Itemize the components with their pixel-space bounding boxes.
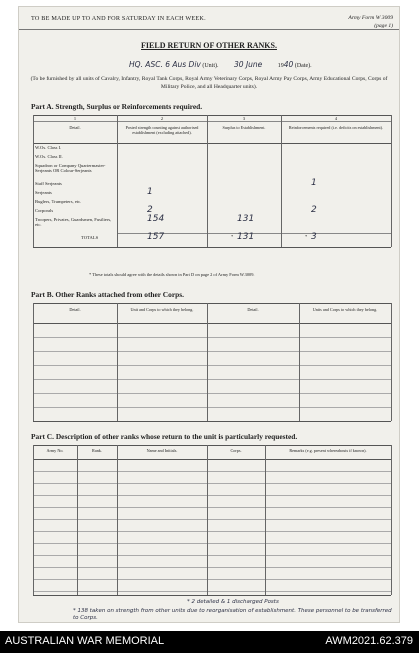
table-row-line	[33, 531, 391, 532]
table-column-line	[391, 303, 392, 421]
column-header: Unit and Corps to which they belong.	[130, 307, 194, 312]
header-rule	[19, 29, 399, 30]
year-value: 40	[283, 60, 294, 69]
handwritten-note-2: * 138 taken on strength from other units due to reorganisation of establishment. These personnel to be transferred to Corps.	[73, 608, 392, 621]
table-column-line	[33, 303, 34, 421]
table-row-line	[33, 579, 391, 580]
part-c-title: Part C. Description of other ranks whose return to the unit is particularly requested.	[31, 432, 298, 441]
table-rule-top	[33, 303, 391, 304]
table-column-line	[391, 445, 392, 595]
column-header: Corps.	[230, 448, 242, 453]
column-header: Detail.	[69, 125, 81, 130]
row-label: Staff Serjeants	[35, 181, 62, 186]
table-row-line	[33, 519, 391, 520]
table-row-line	[33, 351, 391, 352]
row-label: Troopers, Privates, Guardsmen, Fusiliers, etc.	[35, 217, 112, 227]
unit-value: HQ. ASC. 6 Aus Div	[129, 60, 201, 69]
archive-caption-bar	[0, 631, 419, 653]
table-column-line	[391, 115, 392, 247]
column-header: Detail.	[69, 307, 81, 312]
table-rule-numbers	[33, 121, 391, 122]
table-rule-top	[33, 445, 391, 446]
column-header: Army No.	[46, 448, 64, 453]
unit-date-line	[129, 60, 312, 69]
date-label: (Date).	[294, 63, 312, 69]
table-rule-bottom	[33, 595, 391, 596]
totals-marker: *	[231, 234, 234, 239]
instruction-line: TO BE MADE UP TO AND FOR SATURDAY IN EACH WEEK.	[31, 15, 206, 22]
table-row-line	[33, 495, 391, 496]
table-column-line	[207, 303, 208, 421]
table-row-line	[33, 555, 391, 556]
table-column-line	[117, 115, 118, 247]
column-header: Rank.	[92, 448, 102, 453]
column-number: 3	[242, 116, 246, 121]
form-sheet	[18, 6, 400, 623]
table-column-line	[77, 445, 78, 595]
part-a-title: Part A. Strength, Surplus or Reinforcements required.	[31, 102, 203, 111]
table-row-line	[33, 507, 391, 508]
part-b-title: Part B. Other Ranks attached from other Corps.	[31, 290, 184, 299]
column-number: 4	[334, 116, 338, 121]
table-row-line	[33, 543, 391, 544]
row-label: Corporals	[35, 208, 54, 213]
row-label: Squadron or Company Quartermaster-Serjeants OR Colour-Serjeants	[35, 163, 106, 173]
table-row-line	[33, 471, 391, 472]
furnish-note: (To be furnished by all units of Cavalry, Infantry, Royal Tank Corps, Royal Army Veterinary Corps, Royal Army Pay Corps, Army Educational Corps, Corps of Military Police, and all Headquarter units).	[30, 76, 388, 90]
table-column-line	[265, 445, 266, 595]
table-column-line	[33, 115, 34, 247]
table-rule-bottom	[33, 421, 391, 422]
table-column-line	[33, 445, 34, 595]
row-value: 154	[147, 214, 165, 224]
column-header: Remarks (e.g. present whereabouts if known).	[289, 448, 367, 453]
row-value: 1	[147, 187, 153, 197]
row-value: 2	[147, 205, 153, 215]
column-header: Units and Corps to which they belong.	[312, 307, 378, 312]
table-row-line	[33, 567, 391, 568]
form-number-text: Army Form W 3009	[348, 15, 393, 21]
year-prefix: 19	[277, 63, 284, 69]
column-number: 1	[73, 116, 77, 121]
totals-label: TOTALS	[81, 235, 99, 240]
archive-name: AUSTRALIAN WAR MEMORIAL	[5, 635, 165, 647]
row-label: W.Os. Class II.	[35, 154, 63, 159]
table-row-line	[33, 591, 391, 592]
table-row-line	[33, 407, 391, 408]
table-rule-bottom	[33, 247, 391, 248]
table-rule-header	[33, 459, 391, 460]
table-row-line	[33, 393, 391, 394]
form-page-text: (page 1)	[374, 23, 393, 29]
totals-value: 131	[237, 232, 255, 242]
column-header: Surplus to Establishment.	[222, 125, 266, 130]
column-header: Detail.	[247, 307, 259, 312]
column-header: Reinforcements required (i.e. deficits on establishment).	[288, 125, 384, 130]
table-row-line	[33, 365, 391, 366]
table-row-line	[33, 379, 391, 380]
table-column-line	[207, 115, 208, 247]
table-column-line	[117, 303, 118, 421]
form-number	[348, 14, 393, 30]
table-column-line	[117, 445, 118, 595]
totals-value: 157	[147, 232, 165, 242]
table-row-line	[33, 483, 391, 484]
table-row-line	[33, 337, 391, 338]
row-value: 131	[237, 214, 255, 224]
totals-marker: *	[305, 234, 308, 239]
table-rule-header	[33, 323, 391, 324]
row-value: 2	[311, 205, 317, 215]
row-label: Buglers, Trumpeters, etc.	[35, 199, 82, 204]
date-value: 30 June	[234, 60, 263, 69]
archive-reference: AWM2021.62.379	[325, 635, 413, 647]
table-rule-header	[33, 143, 391, 144]
unit-label: (Unit).	[202, 63, 219, 69]
table-column-line	[299, 303, 300, 421]
row-label: W.Os. Class I.	[35, 145, 62, 150]
column-number: 2	[160, 116, 164, 121]
totals-value: 3	[311, 232, 317, 242]
row-value: 1	[311, 178, 317, 188]
column-header: Name and Initials.	[146, 448, 178, 453]
part-a-footnote: * These totals should agree with the details shown in Part D on page 2 of Army Form W.3009.	[89, 272, 255, 277]
column-header: Posted strength counting against authorised establishment (excluding attached).	[125, 125, 199, 135]
table-column-line	[281, 115, 282, 247]
form-title: FIELD RETURN OF OTHER RANKS.	[141, 41, 277, 50]
row-label: Serjeants	[35, 190, 52, 195]
handwritten-note-1: * 2 detailed & 1 discharged Posts	[187, 599, 279, 605]
table-column-line	[207, 445, 208, 595]
